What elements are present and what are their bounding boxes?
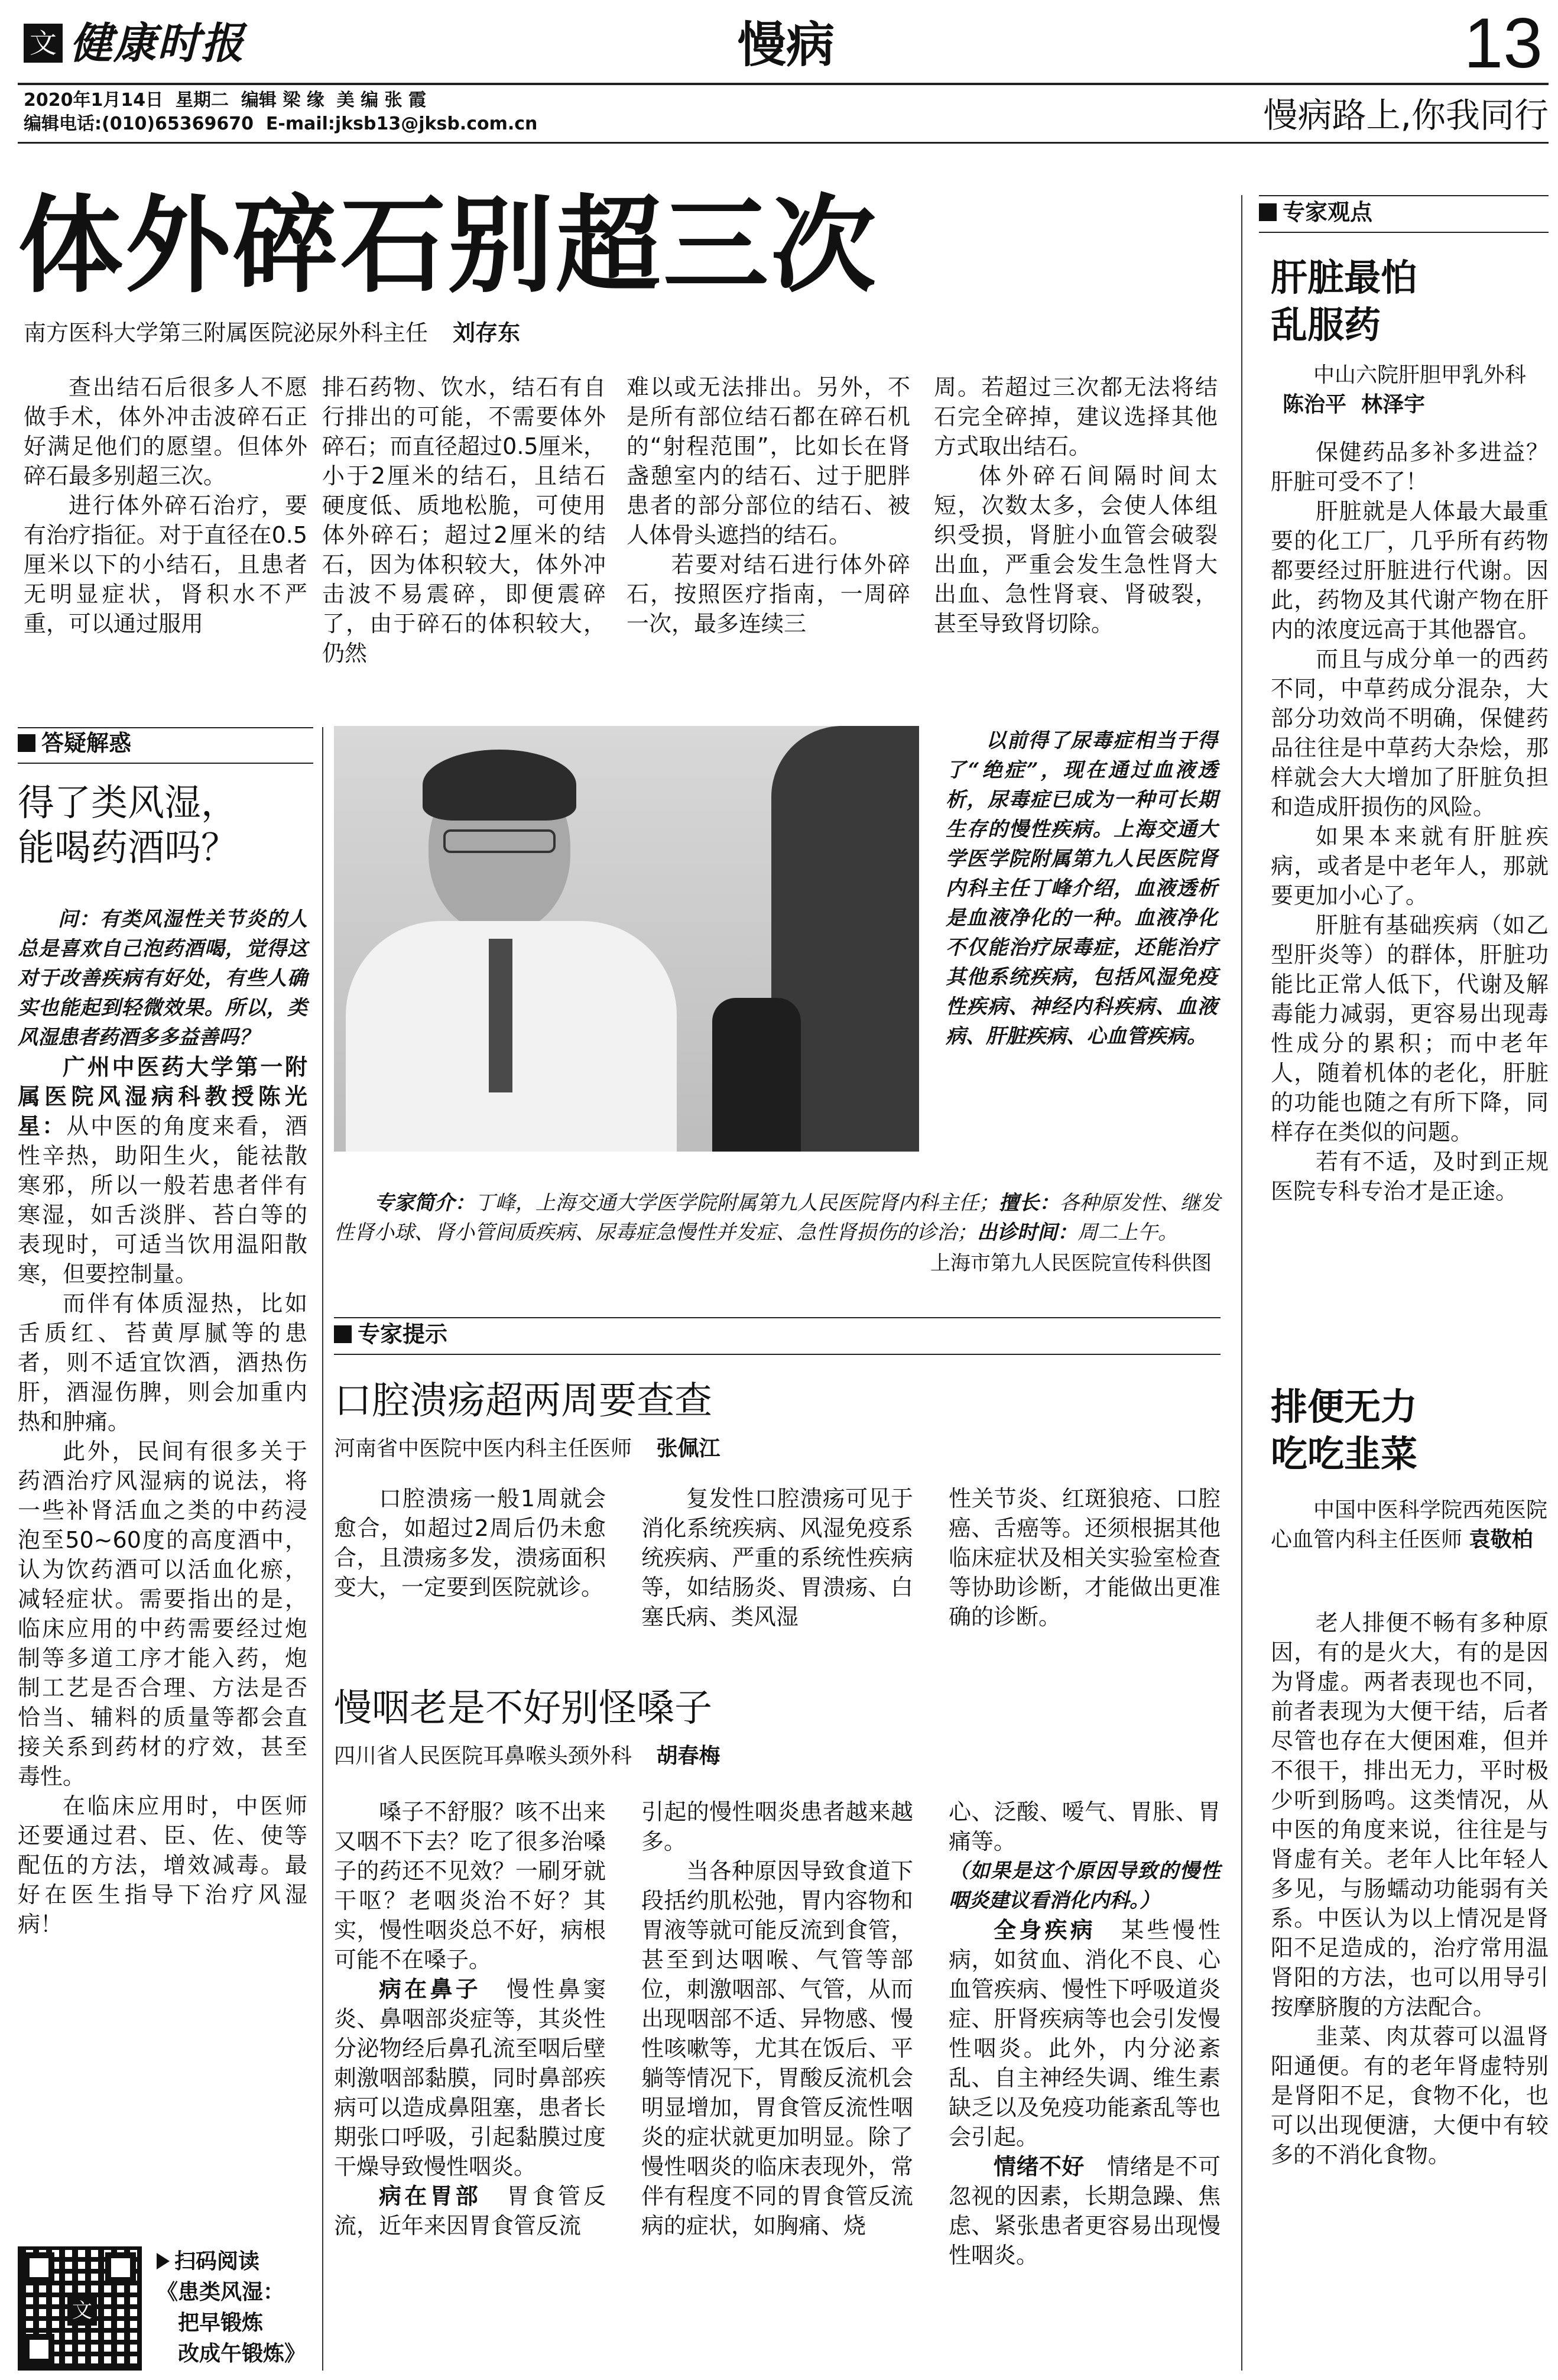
opinion1-paragraph: 如果本来就有肝脏疾病，或者是中老年人，那就要更加小心了。 (1271, 823, 1549, 909)
tip1-col-2 (641, 1484, 913, 1632)
photo-caption: 以前得了尿毒症相当于得了“绝症”，现在通过血液透析，尿毒症已成为一种可长期生存的慢性疾病。上海交通大学医学院附属第九人民医院肾内科主任丁峰介绍，血液透析是血液净化的一种。血液净化不仅能治疗尿毒症，还能治疗其他系统疾病，包括风湿免疫性疾病、神经内科疾病、血液病、肝脏疾病、心血管疾病。 (946, 729, 1218, 1048)
opinion1-body (1271, 437, 1549, 1206)
tip2-col-2 (641, 1797, 913, 2240)
lead-paragraph: 体外碎石间隔时间太短，次数太多，会使人体组织受损，肾脏小血管会破裂出血，严重会发生急性肾大出血、急性肾衰、肾破裂，甚至导致肾切除。 (934, 463, 1218, 637)
masthead-logo (24, 17, 260, 70)
qa-body (18, 904, 307, 1939)
lead-byline-org: 南方医科大学第三附属医院泌尿外科主任 (24, 320, 429, 346)
qr-caption (157, 2246, 316, 2369)
opinion1-paragraph: 而且与成分单一的西药不同，中草药成分混杂，大部分功效尚不明确，保健药品往往是中草药大杂烩，那样就会大大增加了肝脏负担和造成肝损伤的风险。 (1271, 646, 1549, 820)
tip2-note: （如果是这个原因导致的慢性咽炎建议看消化内科。） (949, 1859, 1221, 1912)
lead-paragraph: 进行体外碎石治疗，要有治疗指征。对于直径在0.5厘米以下的小结石，且患者无明显症状，肾积水不严重，可以通过服用 (24, 492, 307, 637)
lead-paragraph: 难以或无法排出。另外，不是所有部位结石都在碎石机的“射程范围”，比如长在肾盏憩室内的结石、过于肥胖患者的部分部位的结石、被人体骨头遮挡的结石。 (627, 374, 910, 548)
qa-answer-by: 广州中医药大学第一附属医院风湿病科教授陈光星： (18, 1054, 307, 1139)
opinion1-title-line-1: 肝脏最怕 (1271, 256, 1418, 299)
section-name: 慢病 (737, 17, 835, 73)
lead-byline (24, 318, 520, 348)
opinion2-title-line-2: 吃吃韭菜 (1271, 1432, 1418, 1476)
tip2-byline-name: 胡春梅 (656, 1744, 720, 1768)
logo-text: 健康时报 (70, 18, 245, 68)
qr-code[interactable] (18, 2246, 142, 2371)
tip2-paragraph: 情绪不好 情绪是不可忽视的因素，长期急躁、焦虑、紧张患者更容易出现慢性咽炎。 (949, 2154, 1221, 2268)
doctor-glasses (443, 829, 556, 853)
qr-caption-line: 扫码阅读 (157, 2246, 316, 2277)
expert-clinic-text: 周二上午。 (1077, 1221, 1178, 1244)
logo-icon: 文 (24, 24, 63, 63)
tip2-col-1 (334, 1797, 606, 2240)
masthead-bottom-rule (18, 142, 1549, 144)
qr-caption-line: 改成午锻炼》 (178, 2342, 306, 2366)
column-divider (1241, 195, 1242, 2371)
chair-shape (712, 998, 801, 1152)
opinion2-byline-org: 中国中医科学院西苑医院心血管内科主任医师 (1271, 1498, 1548, 1552)
opinion2-byline (1271, 1496, 1549, 1555)
tip2-paragraph: 全身疾病 某些慢性病，如贫血、消化不良、心血管疾病、慢性下呼吸道炎症、肝肾疾病等也会引发慢性咽炎。此外，内分泌紊乱、自主神经失调、维生素缺乏以及免疫功能紊乱等也会引起。 (949, 1917, 1221, 2150)
opinion1-title (1271, 254, 1417, 349)
tip2-paragraph: 病在鼻子 慢性鼻窦炎、鼻咽部炎症等，其炎性分泌物经后鼻孔流至咽后壁刺激咽部黏膜，同时鼻部疾病可以造成鼻阻塞，患者长期张口呼吸，引起黏膜过度干燥导致慢性咽炎。 (334, 1976, 606, 2180)
doctor-tie (489, 939, 512, 1092)
opinion-section-label: 专家观点 (1259, 197, 1372, 227)
opinion-top-rule (1259, 195, 1549, 196)
photo-credit: 上海市第九人民医院宣传科供图 (930, 1251, 1212, 1275)
tip2-paragraph: 心、泛酸、嗳气、胃胀、胃痛等。 (949, 1799, 1221, 1854)
page-number: 13 (1463, 4, 1543, 83)
qr-caption-line: 《患类风湿： (157, 2280, 285, 2304)
tip1-title: 口腔溃疡超两周要查查 (334, 1379, 712, 1423)
qa-title (18, 780, 313, 870)
masthead-rule (18, 83, 1549, 85)
qr-logo-icon: 文 (67, 2296, 97, 2326)
opinion2-byline-name: 袁敬柏 (1469, 1528, 1533, 1552)
opinion1-paragraph: 肝脏有基础疾病（如乙型肝炎等）的群体，肝脏功能比正常人低下，代谢及解毒能力减弱，更容易出现毒性成分的累积；而中老年人，随着机体的老化，肝脏的功能也随之有所下降，同样存在类似的问题。 (1271, 912, 1549, 1145)
tip1-col-1 (334, 1484, 606, 1602)
doctor-photo (334, 726, 919, 1152)
column-divider (322, 727, 323, 2371)
qa-section-label: 答疑解惑 (18, 728, 131, 758)
opinion1-byline-names: 陈治平 林泽宇 (1283, 393, 1426, 417)
tips-section-label: 专家提示 (334, 1319, 447, 1349)
lead-col-3 (627, 372, 910, 638)
tip1-col-3 (949, 1484, 1221, 1632)
doctor-hair (423, 750, 576, 821)
opinion1-paragraph: 保健药品多补多进益？肝脏可受不了！ (1271, 439, 1549, 495)
tip2-subhead: 病在胃部 (379, 2183, 481, 2209)
qr-finder-icon (24, 2334, 54, 2365)
qa-paragraph: 此外，民间有很多关于药酒治疗风湿病的说法，将一些补肾活血之类的中药浸泡至50~60度的高度酒中，认为饮药酒可以活血化瘀，减轻症状。需要指出的是，临床应用的中药需要经过炮制等多道工序才能入药，炮制工艺是否合理、方法是否恰当、辅料的质量等都会直接关系到药材的疗效，甚至毒性。 (18, 1438, 307, 1789)
lead-col-1 (24, 372, 307, 638)
tip2-col-3 (949, 1797, 1221, 2270)
qa-question: 问：有类风湿性关节炎的人总是喜欢自己泡药酒喝，觉得这对于改善疾病有好处，有些人确实也能起到轻微效果。所以，类风湿患者药酒多多益善吗？ (18, 907, 307, 1049)
opinion1-title-line-2: 乱服药 (1271, 303, 1381, 346)
opinion2-paragraph: 老人排便不畅有多种原因，有的是火大，有的是因为肾虚。两者表现也不同，前者表现为大便干结，后者尽管也存在大便困难，但并不很干，排出无力，平时极少听到肠鸣。这类情况，从中医的角度来说，往往是与肾虚有关。老年人比年轻人多见，与肠蠕动功能弱有关系。中医认为以上情况是肾阳不足造成的，治疗常用温肾阳的方法，也可以用导引按摩脐腹的方法配合。 (1271, 1610, 1549, 2020)
tips-top-rule (334, 1317, 1221, 1318)
opinion1-byline (1271, 361, 1549, 420)
qa-title-line-1: 得了类风湿， (18, 781, 238, 824)
slogan: 慢病路上,你我同行 (1263, 95, 1549, 135)
qr-finder-icon (105, 2252, 136, 2283)
opinion-label-rule (1259, 232, 1549, 233)
tip2-paragraph: 当各种原因导致食道下段括约肌松弛，胃内容物和胃液等就可能反流到食管，甚至到达咽喉、气管等部位，刺激咽部、气管，从而出现咽部不适、异物感、慢性咳嗽等，尤其在饭后、平躺等情况下，胃酸反流机会明显增加，胃食管反流性咽炎的症状就更加明显。除了慢性咽炎的临床表现外，常伴有程度不同的胃食管反流病的症状，如胸痛、烧 (641, 1858, 913, 2239)
lead-paragraph: 查出结石后很多人不愿做手术，体外冲击波碎石正好满足他们的愿望。但体外碎石最多别超三次。 (24, 374, 307, 489)
qa-paragraph: 在临床应用时，中医师还要通过君、臣、佐、使等配伍的方法，增效减毒。最好在医生指导下治疗风湿病！ (18, 1793, 307, 1937)
opinion1-paragraph: 肝脏就是人体最大最重要的化工厂，几乎所有药物都要经过肝脏进行代谢。因此，药物及其代谢产物在肝内的浓度远高于其他器官。 (1271, 498, 1549, 643)
tip2-paragraph: 病在胃部 胃食管反流，近年来因胃食管反流 (334, 2183, 606, 2239)
expert-intro-label: 专家简介： (374, 1191, 475, 1215)
qa-title-line-2: 能喝药酒吗？ (18, 826, 238, 869)
expert-specialty-label: 擅长： (998, 1191, 1060, 1215)
qr-arrow-icon (157, 2253, 170, 2269)
lead-paragraph: 排石药物、饮水，结石有自行排出的可能，不需要体外碎石；而直径超过0.5厘米，小于2厘米的结石，且结石硬度低、质地松脆，可使用体外碎石；超过2厘米的结石，因为体积较大，体外冲击波不易震碎，即便震碎了，由于碎石的体积较大，仍然 (322, 374, 606, 666)
expert-specialty-text: 各种原发性、继发性肾小球、肾小管间质疾病、尿毒症急慢性并发症、急性肾损伤的诊治； (334, 1191, 1221, 1244)
tip1-paragraph: 复发性口腔溃疡可见于消化系统疾病、风湿免疫系统疾病、严重的系统性疾病等，如结肠炎、胃溃疡、白塞氏病、类风湿 (641, 1486, 913, 1630)
tip2-title: 慢咽老是不好别怪嗓子 (334, 1687, 712, 1730)
opinion2-title-line-1: 排便无力 (1271, 1385, 1418, 1428)
expert-intro (334, 1188, 1221, 1247)
tip2-byline (334, 1742, 720, 1771)
opinion2-title (1271, 1383, 1417, 1478)
qa-label-rule (18, 763, 313, 764)
qa-answer (18, 1052, 307, 1289)
tip1-paragraph: 口腔溃疡一般1周就会愈合，如超过2周后仍未愈合，且溃疡多发，溃疡面积变大，一定要到医院就诊。 (334, 1486, 606, 1600)
tip2-byline-org: 四川省人民医院耳鼻喉头颈外科 (334, 1744, 632, 1768)
opinion2-body (1271, 1608, 1549, 2170)
qa-answer-first: 从中医的角度来看，酒性辛热，助阳生火，能祛散寒邪，所以一般若患者伴有寒湿，如舌淡胖、苔白等的表现时，可适当饮用温阳散寒，但要控制量。 (18, 1113, 307, 1287)
tip1-byline-name: 张佩江 (656, 1437, 720, 1461)
tip2-subhead: 情绪不好 (994, 2154, 1085, 2180)
opinion1-paragraph: 若有不适，及时到正规医院专科专治才是正途。 (1271, 1149, 1549, 1204)
lead-col-4 (934, 372, 1218, 638)
tip1-byline-org: 河南省中医院中医内科主任医师 (334, 1437, 632, 1461)
opinion1-byline-org: 中山六院肝胆甲乳外科 (1313, 363, 1527, 387)
opinion2-paragraph: 韭菜、肉苁蓉可以温肾阳通便。有的老年肾虚特别是肾阳不足，食物不化，也可以出现便溏，大便中有较多的不消化食物。 (1271, 2024, 1549, 2168)
lead-byline-name: 刘存东 (453, 320, 521, 346)
lead-headline: 体外碎石别超三次 (18, 183, 878, 307)
tip2-paragraph: 引起的慢性咽炎患者越来越多。 (641, 1799, 913, 1854)
lead-paragraph: 周。若超过三次都无法将结石完全碎掉，建议选择其他方式取出结石。 (934, 374, 1218, 459)
qr-finder-icon (24, 2252, 54, 2283)
contact-line: 编辑电话:(010)65369670 E-mail:jksb13@jksb.com.cn (24, 114, 538, 134)
lead-col-2 (322, 372, 606, 668)
qr-caption-line: 把早锻炼 (178, 2311, 264, 2335)
expert-clinic-label: 出诊时间： (977, 1221, 1077, 1244)
tips-label-rule (334, 1354, 1221, 1355)
lead-paragraph: 若要对结石进行体外碎石，按照医疗指南，一周碎一次，最多连续三 (627, 552, 910, 637)
tip1-paragraph: 性关节炎、红斑狼疮、口腔癌、舌癌等。还须根据其他临床症状及相关实验室检查等协助诊断，才能做出更准确的诊断。 (949, 1486, 1221, 1630)
expert-intro-text: 丁峰，上海交通大学医学院附属第九人民医院肾内科主任； (475, 1191, 999, 1215)
tip2-subhead: 病在鼻子 (379, 1976, 481, 2002)
tip1-byline (334, 1434, 720, 1464)
tip2-subhead: 全身疾病 (994, 1917, 1096, 1943)
qa-paragraph: 而伴有体质湿热，比如舌质红、苔黄厚腻等的患者，则不适宜饮酒，酒热伤肝，酒湿伤脾，则会加重内热和肿痛。 (18, 1290, 307, 1435)
tip2-paragraph: 嗓子不舒服？咳不出来又咽不下去？吃了很多治嗓子的药还不见效？一刷牙就干呕？老咽炎治不好？其实，慢性咽炎总不好，病根可能不在嗓子。 (334, 1799, 606, 1973)
date-line: 2020年1月14日 星期二 编辑 梁 缘 美 编 张 霞 (24, 90, 427, 111)
